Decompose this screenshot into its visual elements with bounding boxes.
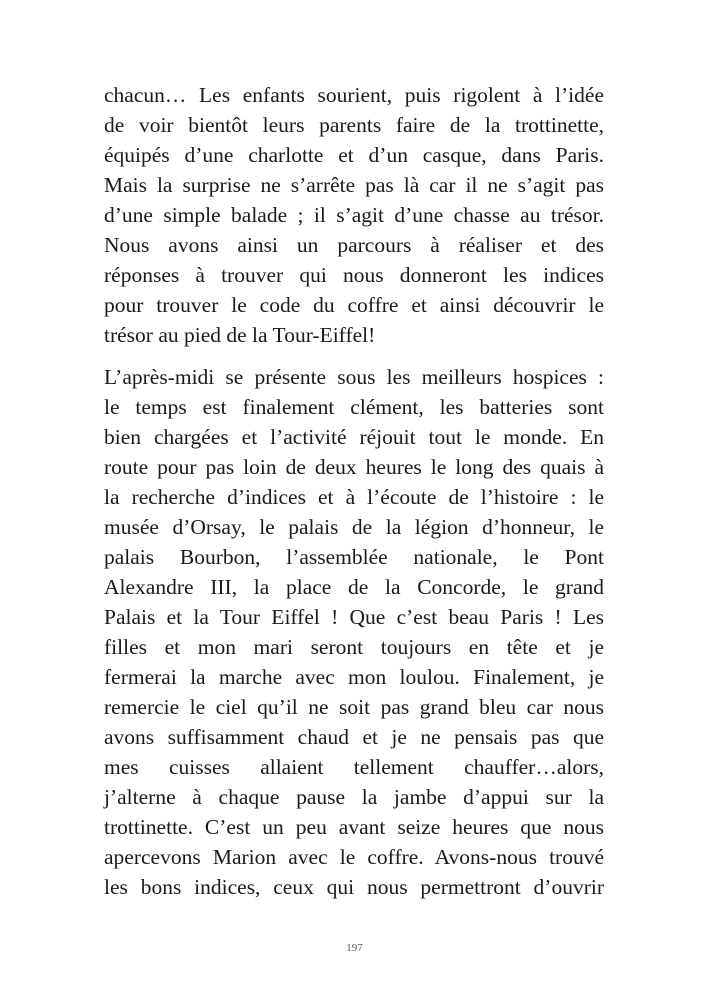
paragraph-2 bbox=[104, 362, 604, 902]
text-line: les bons indices, ceux qui nous permettront d’ouvrir bbox=[104, 875, 604, 899]
text-line: musée d’Orsay, le palais de la légion d’honneur, le bbox=[104, 515, 604, 539]
text-line: avons suffisamment chaud et je ne pensais pas que bbox=[104, 725, 604, 749]
page-body bbox=[104, 80, 604, 902]
text-line: remercie le ciel qu’il ne soit pas grand bleu car nous bbox=[104, 695, 604, 719]
text-line: fermerai la marche avec mon loulou. Finalement, je bbox=[104, 665, 604, 689]
text-line: de voir bientôt leurs parents faire de la trottinette, bbox=[104, 113, 604, 137]
paragraph-1 bbox=[104, 80, 604, 350]
text-line: Mais la surprise ne s’arrête pas là car il ne s’agit pas bbox=[104, 173, 604, 197]
text-line: trottinette. C’est un peu avant seize heures que nous bbox=[104, 815, 604, 839]
text-line: palais Bourbon, l’assemblée nationale, le Pont bbox=[104, 545, 604, 569]
text-line: Palais et la Tour Eiffel ! Que c’est beau Paris ! Les bbox=[104, 605, 604, 629]
text-line: bien chargées et l’activité réjouit tout le monde. En bbox=[104, 425, 604, 449]
text-line: filles et mon mari seront toujours en tête et je bbox=[104, 635, 604, 659]
text-line: mes cuisses allaient tellement chauffer…alors, bbox=[104, 755, 604, 779]
text-line: route pour pas loin de deux heures le long des quais à bbox=[104, 455, 604, 479]
text-line: équipés d’une charlotte et d’un casque, dans Paris. bbox=[104, 143, 604, 167]
text-line: réponses à trouver qui nous donneront les indices bbox=[104, 263, 604, 287]
text-line: chacun… Les enfants sourient, puis rigolent à l’idée bbox=[104, 83, 604, 107]
text-line: d’une simple balade ; il s’agit d’une chasse au trésor. bbox=[104, 203, 604, 227]
page-number: 197 bbox=[346, 942, 363, 954]
text-line: pour trouver le code du coffre et ainsi découvrir le bbox=[104, 293, 604, 317]
text-line: trésor au pied de la Tour-Eiffel! bbox=[104, 323, 376, 347]
text-line: la recherche d’indices et à l’écoute de l’histoire : le bbox=[104, 485, 604, 509]
text-line: j’alterne à chaque pause la jambe d’appui sur la bbox=[104, 785, 604, 809]
text-line: Alexandre III, la place de la Concorde, le grand bbox=[104, 575, 604, 599]
text-line: le temps est finalement clément, les batteries sont bbox=[104, 395, 604, 419]
text-line: L’après-midi se présente sous les meilleurs hospices : bbox=[104, 365, 604, 389]
text-line: apercevons Marion avec le coffre. Avons-nous trouvé bbox=[104, 845, 604, 869]
text-line: Nous avons ainsi un parcours à réaliser et des bbox=[104, 233, 604, 257]
